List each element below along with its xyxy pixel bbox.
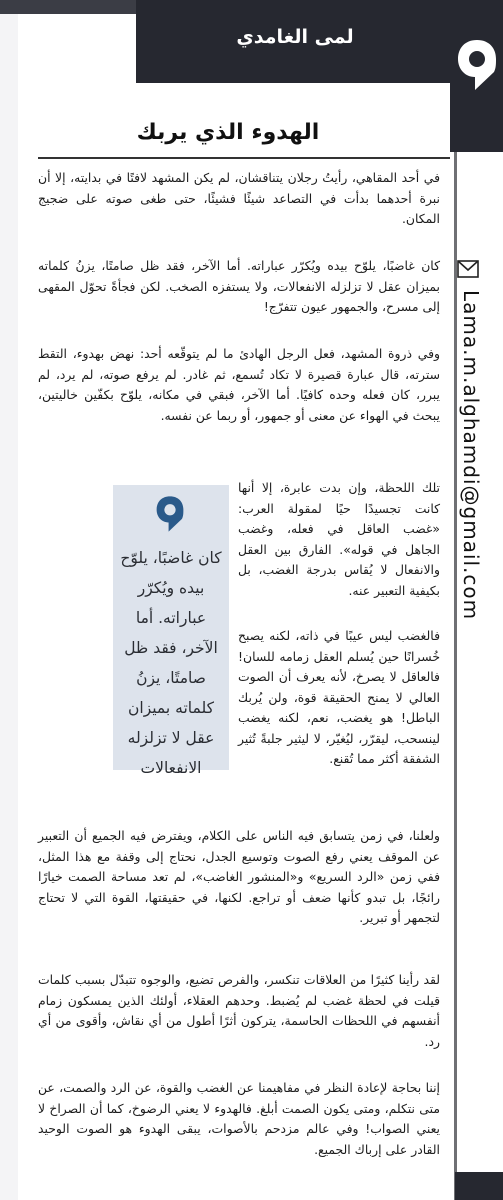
publication-logo-icon [456, 38, 498, 92]
paragraph-6: ولعلنا، في زمن يتسابق فيه الناس على الكلام، ويفترض فيه الجميع أن التعبير عن الموقف يعني رفع الصوت وتوسيع الجدل، نحتاج إلى وقفة مع هذا المثل، ففي زمن «الرد السريع» و«المنشور الغاضب»، لم تعد مساحة الصمت خيارًا رائجًا، بل تبدو كأنها ضعف أو تراجع. لكنها، في حقيقتها، القوة التي لا تحتاج لتجمهر أو تبرير. [38, 828, 440, 925]
paragraph-3: وفي ذروة المشهد، فعل الرجل الهادئ ما لم يتوقّعه أحد: نهض بهدوء، التقط سترته، قال عبارة قصيرة لا تكاد تُسمع، ثم غادر. لم يرفع صوته، لم يرد، لم يبرر، كان فعله وحده كافيًا. أما الآخر، فبقي في مكانه، يلوّح بكفّين خاليتين، يبحث في الهواء عن معنى أو جمهور، أو ربما عن نفسه. [38, 346, 440, 423]
article-title: الهدوء الذي يربك [136, 120, 320, 145]
contact-column [452, 160, 498, 780]
bottom-logo-tab [455, 1172, 503, 1200]
publication-logo-icon [155, 495, 185, 533]
pull-quote-text: كان غاضبًا، يلوّح بيده ويُكرّر عباراته. أما الآخر، فقد ظل صامتًا، يزنُ كلماته بميزان عقل لا تزلزله الانفعالات [120, 549, 222, 777]
paragraph-5: فالغضب ليس عيبًا في ذاته، لكنه يصبح خُسرانًا حين يُسلم العقل زمامه للسان! فالعاقل لا يصرخ، لأنه يعرف أن الصوت العالي لا يمنح الحقيقة قوة، ولن يُربك الباطل! هو يغضب، نعم، لكنه يغضب لينسحب، ليقرّر، ليُغيّر، لا ليثير جلبةً تُثير الشفقة أكثر مما تُقنع. [238, 628, 440, 766]
author-name: لمى الغامدي [236, 26, 354, 48]
pull-quote [113, 485, 229, 777]
author-banner [136, 0, 454, 86]
paragraph-7: لقد رأينا كثيرًا من العلاقات تنكسر، والفرص تضيع، والوجوه تتبدّل بسبب كلمات قيلت في لحظة غضب لم يُضبط. وحدهم العقلاء، أولئك الذين يمسكون زمام أنفسهم في اللحظات الحاسمة، يتركون أثرًا أطول من أي نقاش، وأقوى من أي رد. [38, 972, 440, 1049]
author-email[interactable]: Lama.m.alghamdi@gmail.com [459, 290, 483, 621]
envelope-icon [457, 260, 479, 278]
paragraph-4: تلك اللحظة، وإن بدت عابرة، إلا أنها كانت تجسيدًا حيًا لمقولة العرب: «غضب العاقل في فعله، وغضب الجاهل في قوله». الفارق بين العقل والانفعال لا يُقاس بدرجة الغضب، بل بكيفية التعبير عنه. [238, 480, 440, 598]
left-margin [0, 14, 18, 1200]
paragraph-8: إننا بحاجة لإعادة النظر في مفاهيمنا عن الغضب والقوة، عن الرد والصمت، عن متى نتكلم، ومتى يكون الصمت أبلغ. فالهدوء لا يعني الرضوخ، كما أن الصراخ لا يعني الصواب! وفي عالم مزدحم بالأصوات، يبقى الهدوء هو الصوت الوحيد القادر على إرباك الجميع. [38, 1080, 440, 1157]
paragraph-1: في أحد المقاهي، رأيتُ رجلان يتناقشان، لم يكن المشهد لافتًا في بدايته، إلا أن نبرة أحدهما بدأت في التصاعد شيئًا فشيئًا، حتى طغى صوته على ضجيج المكان. [38, 170, 440, 226]
paragraph-2: كان غاضبًا، يلوّح بيده ويُكرّر عباراته. أما الآخر، فقد ظل صامتًا، يزنُ كلماته بميزان عقل لا تزلزله الانفعالات، ولا يستفزه الصخب. لكن فجأةً تحوّل المقهى إلى مسرح، والجمهور عيون تتفرّج! [38, 258, 440, 314]
logo-tab [450, 0, 503, 152]
title-underline [38, 157, 450, 159]
